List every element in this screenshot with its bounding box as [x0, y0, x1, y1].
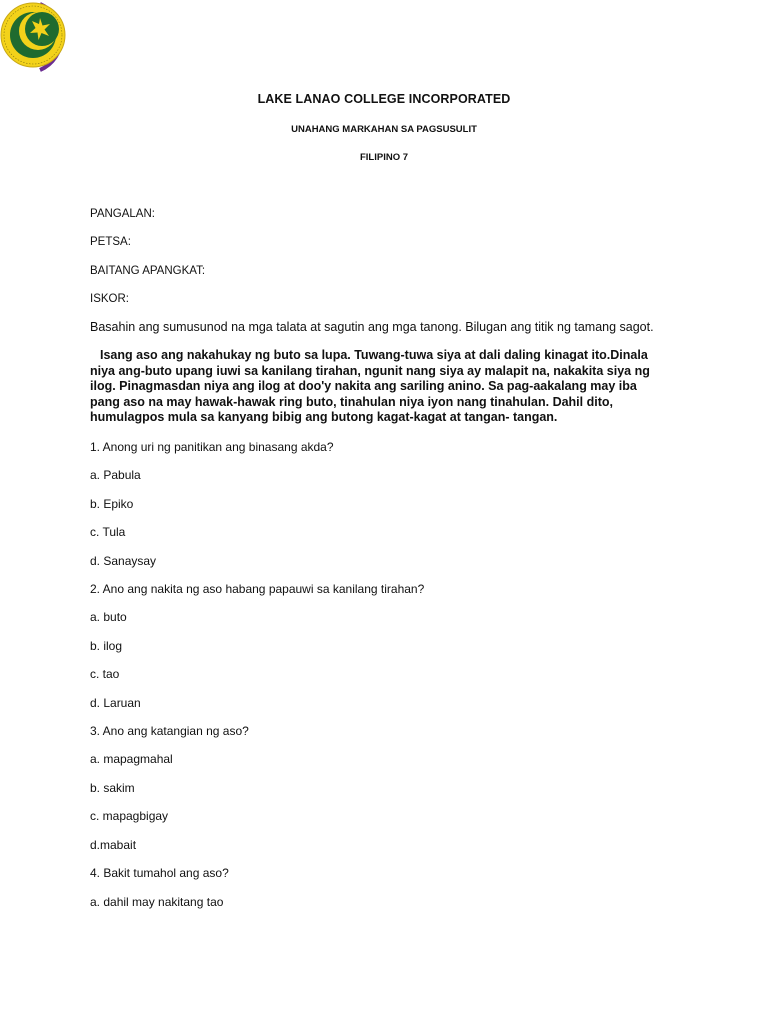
- school-logo: [0, 0, 74, 74]
- date-field: PETSA:: [90, 236, 131, 248]
- question-3: 3. Ano ang katangian ng aso?: [90, 724, 249, 738]
- choice-2c: c. tao: [90, 667, 120, 681]
- choice-2d: d. Laruan: [90, 696, 141, 710]
- choice-3c: c. mapagbigay: [90, 809, 169, 823]
- school-seal-icon: [0, 0, 74, 74]
- choice-3b: b. sakim: [90, 781, 135, 795]
- choice-2a: a. buto: [90, 610, 127, 624]
- exam-title: UNAHANG MARKAHAN SA PAGSUSULIT: [291, 124, 477, 135]
- score-field: ISKOR:: [90, 293, 129, 305]
- question-1: 1. Anong uri ng panitikan ang binasang akda?: [90, 440, 334, 454]
- school-name: LAKE LANAO COLLEGE INCORPORATED: [257, 92, 511, 106]
- choice-1b: b. Epiko: [90, 497, 134, 511]
- grade-section-field: BAITANG APANGKAT:: [90, 265, 206, 277]
- choice-3a: a. mapagmahal: [90, 752, 173, 766]
- question-2: 2. Ano ang nakita ng aso habang papauwi sa kanilang tirahan?: [90, 582, 425, 596]
- choice-2b: b. ilog: [90, 639, 123, 653]
- question-4: 4. Bakit tumahol ang aso?: [90, 866, 229, 880]
- reading-passage: [90, 348, 670, 426]
- passage-text: Isang aso ang nakahukay ng buto sa lupa. Tuwang-tuwa siya at dali daling kinagat ito.Dinala niya ang-buto upang iuwi sa kanilang tirahan, ngunit nang siya ay malapit na, nakakita siya ng ilog. Pinagmasdan niya ang ilog at doo'y nakita ang sariling anino. Sa pag-aakalang may iba pang aso na may hawak-hawak ring buto, tinahulan niya iyon nang tinahulan. Dahil dito, humulagpos mula sa kanyang bibig ang butong kagat-kagat at tangan- tangan.: [90, 348, 650, 424]
- name-field: PANGALAN:: [90, 208, 155, 220]
- instructions: Basahin ang sumusunod na mga talata at sagutin ang mga tanong. Bilugan ang titik ng tamang sagot.: [90, 320, 654, 334]
- choice-1c: c. Tula: [90, 525, 126, 539]
- subject-title: FILIPINO 7: [359, 152, 409, 163]
- choice-1d: d. Sanaysay: [90, 554, 157, 568]
- choice-1a: a. Pabula: [90, 468, 141, 482]
- choice-3d: d.mabait: [90, 838, 137, 852]
- choice-4a: a. dahil may nakitang tao: [90, 895, 224, 909]
